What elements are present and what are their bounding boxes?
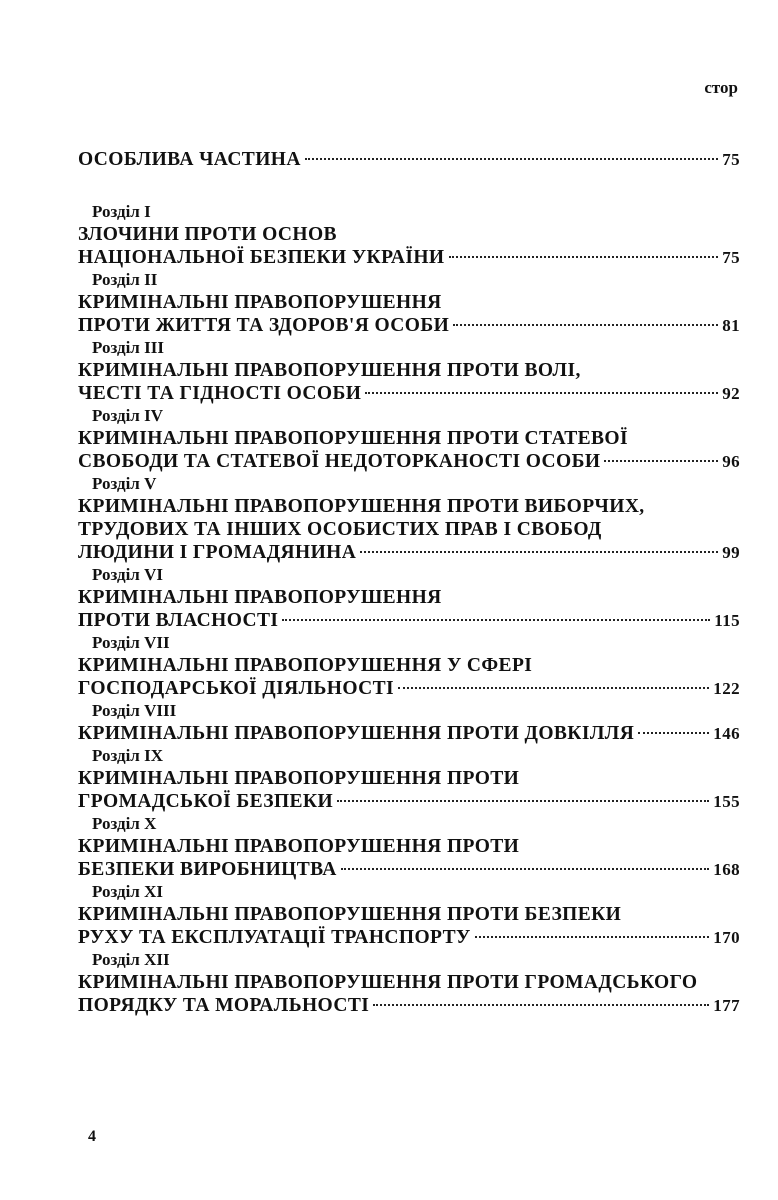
section-title-text: КРИМІНАЛЬНІ ПРАВОПОРУШЕННЯ ПРОТИ ГРОМАДСЬКОГО bbox=[78, 972, 698, 993]
section-title-text: КРИМІНАЛЬНІ ПРАВОПОРУШЕННЯ ПРОТИ БЕЗПЕКИ bbox=[78, 904, 622, 925]
section-title-line bbox=[78, 722, 740, 745]
section-label: Розділ VІІ bbox=[92, 633, 170, 652]
dot-leader bbox=[365, 392, 718, 394]
section-page-number: 170 bbox=[713, 928, 740, 947]
section-page-number: 99 bbox=[722, 543, 740, 562]
section-label: Розділ XІІ bbox=[92, 950, 170, 969]
section-label: Розділ VІ bbox=[92, 565, 163, 584]
toc-section bbox=[78, 881, 740, 949]
section-label: Розділ XІ bbox=[92, 882, 163, 901]
page-column-header: стор bbox=[704, 78, 738, 97]
section-title-line bbox=[78, 858, 740, 881]
section-title-line bbox=[78, 495, 740, 518]
section-label: Розділ V bbox=[92, 474, 157, 493]
section-title-text: ЗЛОЧИНИ ПРОТИ ОСНОВ bbox=[78, 224, 337, 245]
section-title-line bbox=[78, 450, 740, 473]
section-title-line bbox=[78, 246, 740, 269]
dot-leader bbox=[604, 460, 718, 462]
section-title-line bbox=[78, 994, 740, 1017]
toc-section bbox=[78, 949, 740, 1017]
dot-leader bbox=[282, 619, 710, 621]
section-page-number: 155 bbox=[713, 792, 740, 811]
section-title-line bbox=[78, 926, 740, 949]
section-label: Розділ X bbox=[92, 814, 157, 833]
section-label: Розділ ІІІ bbox=[92, 338, 164, 357]
section-title-line bbox=[78, 427, 740, 450]
section-page-number: 168 bbox=[713, 860, 740, 879]
section-title-text: ТРУДОВИХ ТА ІНШИХ ОСОБИСТИХ ПРАВ І СВОБОД bbox=[78, 519, 602, 540]
dot-leader bbox=[341, 868, 710, 870]
section-title-text: ПОРЯДКУ ТА МОРАЛЬНОСТІ bbox=[78, 995, 370, 1016]
toc-section bbox=[78, 473, 740, 564]
toc-main-title: ОСОБЛИВА ЧАСТИНА bbox=[78, 149, 301, 170]
section-page-number: 75 bbox=[722, 248, 740, 267]
toc-section bbox=[78, 745, 740, 813]
section-page-number: 122 bbox=[713, 679, 740, 698]
section-page-number: 81 bbox=[722, 316, 740, 335]
section-label: Розділ ІX bbox=[92, 746, 163, 765]
section-title-line bbox=[78, 677, 740, 700]
section-title-line bbox=[78, 835, 740, 858]
section-title-text: ГРОМАДСЬКОЇ БЕЗПЕКИ bbox=[78, 791, 334, 812]
toc-main-page: 75 bbox=[722, 150, 740, 169]
section-title-line bbox=[78, 223, 740, 246]
section-title-text: БЕЗПЕКИ ВИРОБНИЦТВА bbox=[78, 859, 337, 880]
dot-leader bbox=[475, 936, 710, 938]
section-title-line bbox=[78, 790, 740, 813]
section-title-line bbox=[78, 314, 740, 337]
toc-section bbox=[78, 564, 740, 632]
section-title-text: КРИМІНАЛЬНІ ПРАВОПОРУШЕННЯ bbox=[78, 587, 442, 608]
section-title-text: КРИМІНАЛЬНІ ПРАВОПОРУШЕННЯ ПРОТИ СТАТЕВОЇ bbox=[78, 428, 628, 449]
section-title-line bbox=[78, 586, 740, 609]
section-label: Розділ І bbox=[92, 202, 151, 221]
section-title-text: КРИМІНАЛЬНІ ПРАВОПОРУШЕННЯ ПРОТИ ВИБОРЧИХ, bbox=[78, 496, 645, 517]
toc-section bbox=[78, 813, 740, 881]
section-label: Розділ ІІ bbox=[92, 270, 158, 289]
section-title-text: ЛЮДИНИ І ГРОМАДЯНИНА bbox=[78, 542, 357, 563]
section-title-line bbox=[78, 291, 740, 314]
section-title-text: КРИМІНАЛЬНІ ПРАВОПОРУШЕННЯ bbox=[78, 292, 442, 313]
section-title-text: ПРОТИ ВЛАСНОСТІ bbox=[78, 610, 279, 631]
toc-sections bbox=[78, 201, 740, 1017]
section-title-line bbox=[78, 609, 740, 632]
section-title-line bbox=[78, 654, 740, 677]
toc-section bbox=[78, 632, 740, 700]
section-label: Розділ IV bbox=[92, 406, 163, 425]
section-title-line bbox=[78, 382, 740, 405]
dot-leader bbox=[398, 687, 709, 689]
toc-section bbox=[78, 405, 740, 473]
section-title-text: КРИМІНАЛЬНІ ПРАВОПОРУШЕННЯ ПРОТИ ВОЛІ, bbox=[78, 360, 581, 381]
dot-leader bbox=[373, 1004, 709, 1006]
section-title-line bbox=[78, 518, 740, 541]
page-number: 4 bbox=[88, 1128, 96, 1145]
section-title-text: КРИМІНАЛЬНІ ПРАВОПОРУШЕННЯ У СФЕРІ bbox=[78, 655, 533, 676]
section-title-text: КРИМІНАЛЬНІ ПРАВОПОРУШЕННЯ ПРОТИ ДОВКІЛЛЯ bbox=[78, 723, 635, 744]
section-title-text: ЧЕСТІ ТА ГІДНОСТІ ОСОБИ bbox=[78, 383, 362, 404]
dot-leader bbox=[638, 732, 709, 734]
section-title-text: КРИМІНАЛЬНІ ПРАВОПОРУШЕННЯ ПРОТИ bbox=[78, 768, 520, 789]
toc-section bbox=[78, 269, 740, 337]
section-label: Розділ VІІІ bbox=[92, 701, 177, 720]
section-title-text: НАЦІОНАЛЬНОЇ БЕЗПЕКИ УКРАЇНИ bbox=[78, 247, 445, 268]
section-page-number: 96 bbox=[722, 452, 740, 471]
table-of-contents bbox=[78, 148, 740, 1017]
section-title-line bbox=[78, 903, 740, 926]
section-title-text: РУХУ ТА ЕКСПЛУАТАЦІЇ ТРАНСПОРТУ bbox=[78, 927, 471, 948]
dot-leader bbox=[305, 158, 718, 160]
toc-section bbox=[78, 337, 740, 405]
dot-leader bbox=[360, 551, 718, 553]
section-page-number: 115 bbox=[714, 611, 740, 630]
section-title-line bbox=[78, 971, 740, 994]
section-title-text: СВОБОДИ ТА СТАТЕВОЇ НЕДОТОРКАНОСТІ ОСОБИ bbox=[78, 451, 601, 472]
section-title-line bbox=[78, 359, 740, 382]
section-title-text: ГОСПОДАРСЬКОЇ ДІЯЛЬНОСТІ bbox=[78, 678, 395, 699]
section-page-number: 92 bbox=[722, 384, 740, 403]
section-title-text: ПРОТИ ЖИТТЯ ТА ЗДОРОВ'Я ОСОБИ bbox=[78, 315, 450, 336]
dot-leader bbox=[449, 256, 719, 258]
dot-leader bbox=[453, 324, 718, 326]
dot-leader bbox=[337, 800, 709, 802]
section-title-text: КРИМІНАЛЬНІ ПРАВОПОРУШЕННЯ ПРОТИ bbox=[78, 836, 520, 857]
toc-section bbox=[78, 700, 740, 745]
toc-main-entry bbox=[78, 148, 740, 171]
section-page-number: 146 bbox=[713, 724, 740, 743]
toc-section bbox=[78, 201, 740, 269]
section-title-line bbox=[78, 541, 740, 564]
section-page-number: 177 bbox=[713, 996, 740, 1015]
section-title-line bbox=[78, 767, 740, 790]
